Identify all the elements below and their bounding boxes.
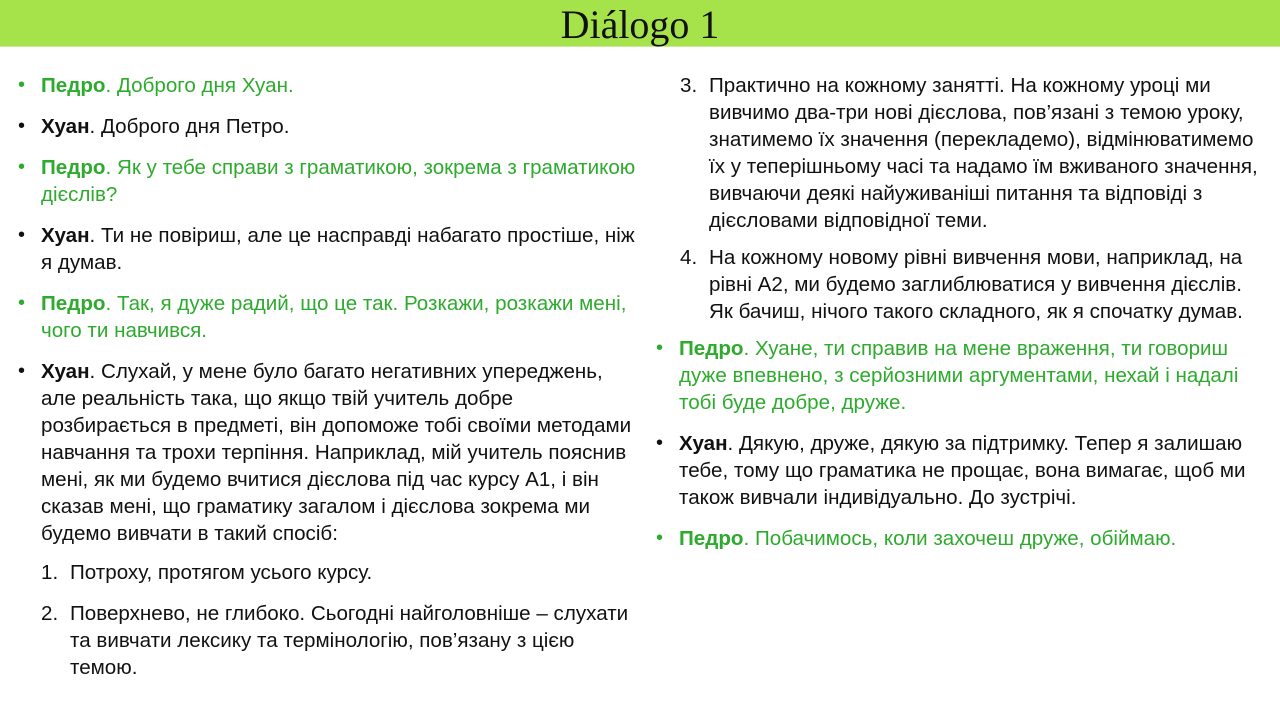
speaker-name: Педро bbox=[679, 337, 744, 360]
bullet-icon: • bbox=[18, 115, 26, 137]
numbered-item bbox=[654, 244, 1272, 325]
bullet-icon: • bbox=[18, 292, 26, 314]
item-text: Потроху, протягом усього курсу. bbox=[70, 561, 373, 584]
item-text: На кожному новому рівні вивчення мови, наприклад, на рівні А2, ми будемо заглиблюватися у вивчення дієслів. bbox=[709, 246, 1243, 296]
dialogue-line bbox=[16, 72, 636, 99]
item-number: 3. bbox=[680, 74, 698, 97]
dialogue-line bbox=[654, 525, 1272, 552]
right-column bbox=[654, 72, 1272, 566]
numbered-item bbox=[41, 600, 636, 681]
bullet-icon: • bbox=[656, 432, 664, 454]
bullet-icon: • bbox=[18, 360, 26, 382]
item-number: 2. bbox=[41, 602, 59, 625]
line-text: . Слухай, у мене було багато негативних упереджень, але реальність така, що якщо твій учитель добре розбирається в предметі, він допоможе тобі своїми методами навчання та трохи терпіння. Наприклад, мій учитель пояснив мені, як ми будемо вчитися дієслова під час курсу А1, і він сказав мені, що граматику загалом і дієслова зокрема ми будемо вивчати в такий спосіб: bbox=[41, 360, 632, 545]
bullet-icon: • bbox=[18, 74, 26, 96]
dialogue-line bbox=[16, 290, 636, 344]
item-number: 1. bbox=[41, 561, 59, 584]
item-text: Практично на кожному занятті. На кожному уроці ми вивчимо два-три нові дієслова, пов’язані з темою уроку, знатимемо їх значення (перекладемо), відмінюватимемо їх у теперішньому часі та надамо їм вживаного значення, вивчаючи деякі найуживаніші питання та відповіді з дієсловами відповідної теми. bbox=[709, 74, 1258, 232]
item-extra-text: Як бачиш, нічого такого складного, як я спочатку думав. bbox=[709, 300, 1243, 323]
bullet-icon: • bbox=[18, 224, 26, 246]
dialogue-line bbox=[16, 154, 636, 208]
numbered-list bbox=[41, 559, 636, 681]
line-text: . Доброго дня Хуан. bbox=[105, 74, 294, 97]
line-text: . Як у тебе справи з граматикою, зокрема з граматикою дієслів? bbox=[41, 156, 636, 206]
line-text: . Так, я дуже радий, що це так. Розкажи, розкажи мені, чого ти навчився. bbox=[41, 292, 627, 342]
line-text: . Хуане, ти справив на мене враження, ти говориш дуже впевнено, з серйозними аргументами, нехай і надалі тобі буде добре, друже. bbox=[679, 337, 1239, 414]
left-column bbox=[16, 72, 636, 695]
bullet-icon: • bbox=[18, 156, 26, 178]
dialogue-line bbox=[16, 113, 636, 140]
line-text: . Доброго дня Петро. bbox=[89, 115, 290, 138]
title-bar bbox=[0, 0, 1280, 47]
numbered-item bbox=[654, 72, 1272, 234]
bullet-icon: • bbox=[656, 527, 664, 549]
item-number: 4. bbox=[680, 246, 698, 269]
dialogue-line bbox=[654, 335, 1272, 416]
speaker-name: Хуан bbox=[41, 224, 90, 247]
item-text: Поверхнево, не глибоко. Сьогодні найголовніше – слухати та вивчати лексику та термінологію, пов’язану з цією темою. bbox=[70, 602, 629, 679]
speaker-name: Педро bbox=[41, 74, 106, 97]
speaker-name: Педро bbox=[41, 156, 106, 179]
dialogue-line bbox=[16, 358, 636, 547]
numbered-item bbox=[41, 559, 636, 586]
line-text: . Дякую, друже, дякую за підтримку. Тепер я залишаю тебе, тому що граматика не прощає, вона вимагає, щоб ми також вивчали індивідуально. До зустрічі. bbox=[679, 432, 1246, 509]
speaker-name: Хуан bbox=[41, 115, 90, 138]
dialogue-line bbox=[654, 430, 1272, 511]
page-title: Diálogo 1 bbox=[560, 1, 720, 47]
speaker-name: Хуан bbox=[41, 360, 90, 383]
speaker-name: Хуан bbox=[679, 432, 728, 455]
bullet-icon: • bbox=[656, 337, 664, 359]
line-text: . Ти не повіриш, але це насправді набагато простіше, ніж я думав. bbox=[41, 224, 635, 274]
line-text: . Побачимось, коли захочеш друже, обіймаю. bbox=[743, 527, 1177, 550]
speaker-name: Педро bbox=[41, 292, 106, 315]
dialogue-line bbox=[16, 222, 636, 276]
speaker-name: Педро bbox=[679, 527, 744, 550]
